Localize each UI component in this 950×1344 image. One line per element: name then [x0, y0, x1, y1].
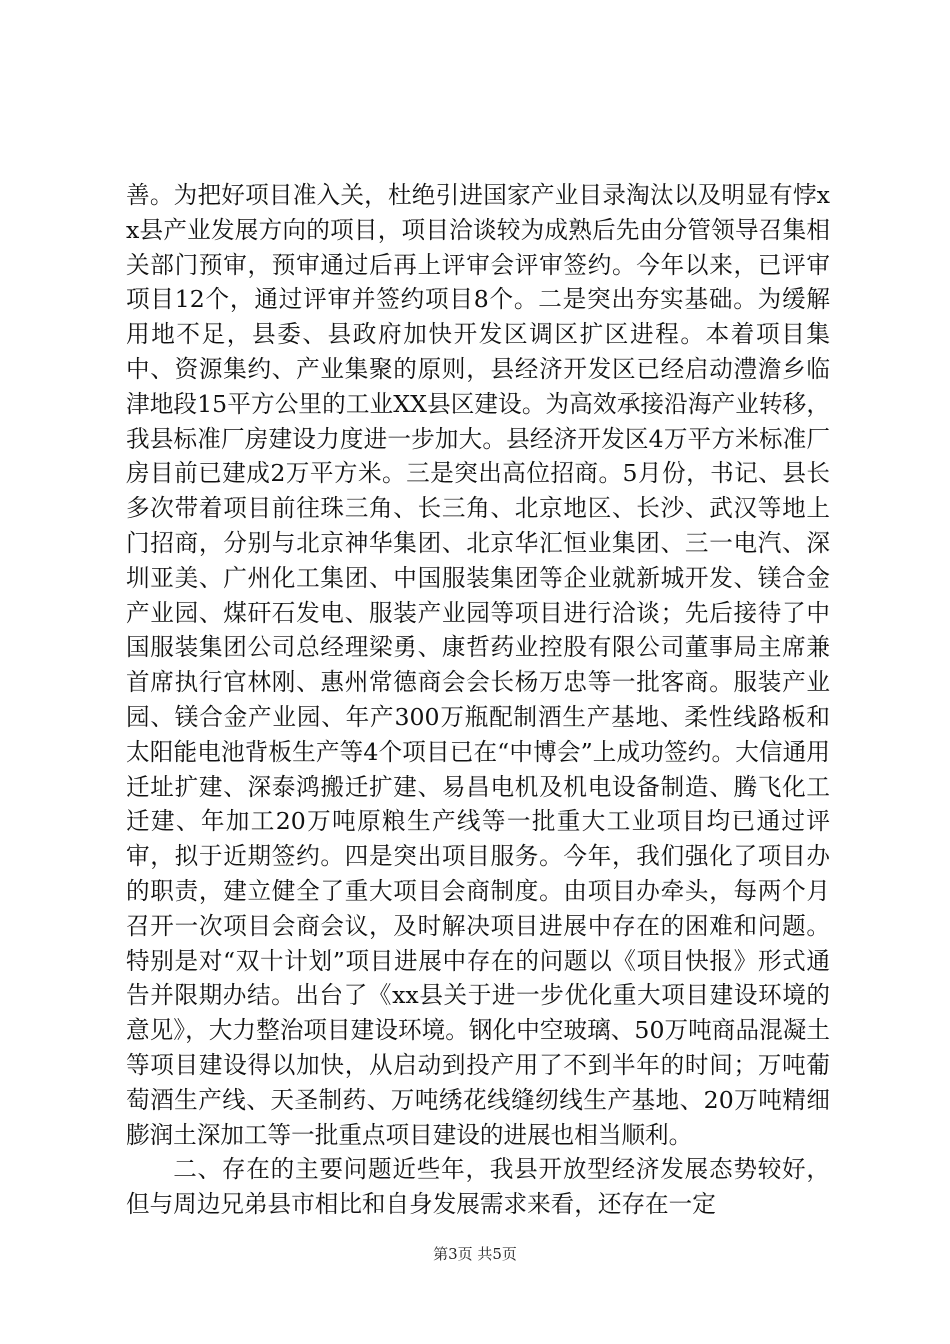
- body-paragraph-continued: 善。为把好项目准入关，杜绝引进国家产业目录淘汰以及明显有悖xx县产业发展方向的项目，项目洽谈较为成熟后先由分管领导召集相关部门预审，预审通过后再上评审会评审签约。今年以来，已评审项目12个，通过评审并签约项目8个。二是突出夯实基础。为缓解用地不足，县委、县政府加快开发区调区扩区进程。本着项目集中、资源集约、产业集聚的原则，县经济开发区已经启动澧澹乡临津地段15平方公里的工业XX县区建设。为高效承接沿海产业转移，我县标准厂房建设力度进一步加大。县经济开发区4万平方米标准厂房目前已建成2万平方米。三是突出高位招商。5月份，书记、县长多次带着项目前往珠三角、长三角、北京地区、长沙、武汉等地上门招商，分别与北京神华集团、北京华汇恒业集团、三一电汽、深圳亚美、广州化工集团、中国服装集团等企业就新城开发、镁合金产业园、煤矸石发电、服装产业园等项目进行洽谈；先后接待了中国服装集团公司总经理梁勇、康哲药业控股有限公司董事局主席兼首席执行官林刚、惠州常德商会会长杨万忠等一批客商。服装产业园、镁合金产业园、年产300万瓶配制酒生产基地、柔性线路板和太阳能电池背板生产等4个项目已在“中博会”上成功签约。大信通用迁址扩建、深泰鸿搬迁扩建、易昌电机及机电设备制造、腾飞化工迁建、年加工20万吨原粮生产线等一批重大工业项目均已通过评审，拟于近期签约。四是突出项目服务。今年，我们强化了项目办的职责，建立健全了重大项目会商制度。由项目办牵头，每两个月召开一次项目会商会议，及时解决项目进展中存在的困难和问题。特别是对“双十计划”项目进展中存在的问题以《项目快报》形式通告并限期办结。出台了《xx县关于进一步优化重大项目建设环境的意见》，大力整治项目建设环境。钢化中空玻璃、50万吨商品混凝土等项目建设得以加快，从启动到投产用了不到半年的时间；万吨葡萄酒生产线、天圣制药、万吨绣花线缝纫线生产基地、20万吨精细膨润土深加工等一批重点项目建设的进展也相当顺利。: [126, 181, 830, 1149]
- document-body: [126, 178, 830, 1222]
- body-paragraph-problems: 二、存在的主要问题近些年，我县开放型经济发展态势较好，但与周边兄弟县市相比和自身发展需求来看，还存在一定: [126, 1155, 830, 1219]
- page-footer: 第3页 共5页: [433, 1245, 517, 1263]
